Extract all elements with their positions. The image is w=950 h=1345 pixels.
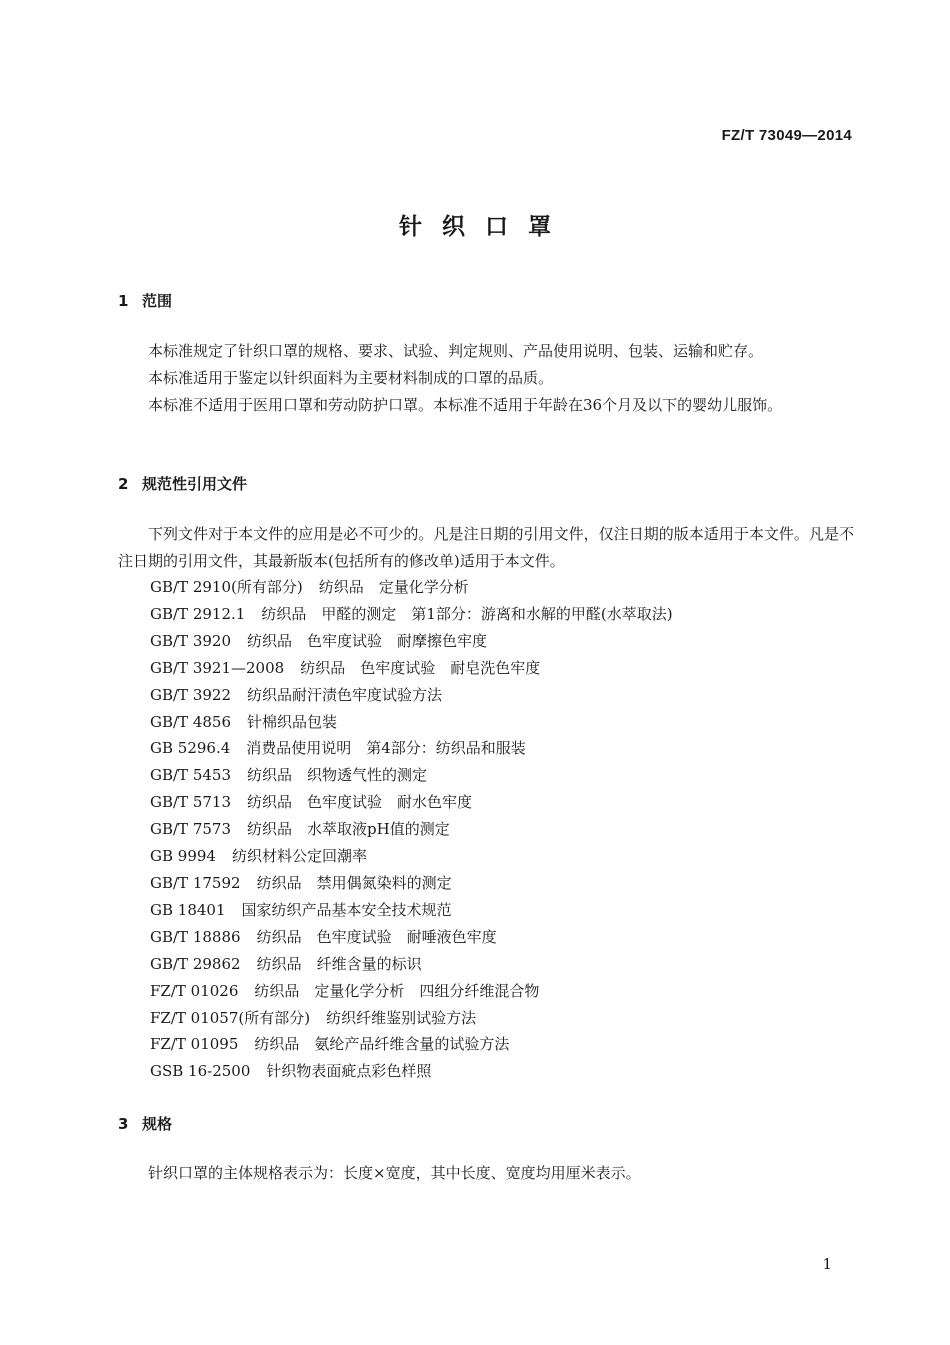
standard-code: FZ/T 73049—2014 (721, 127, 852, 144)
section-2-heading (118, 473, 247, 494)
section-number: 3 (118, 1115, 129, 1133)
specification-paragraph: 针织口罩的主体规格表示为：长度×宽度，其中长度、宽度均用厘米表示。 (148, 1164, 641, 1182)
reference-code: FZ/T 01026 (150, 981, 239, 1000)
page-number: 1 (822, 1255, 832, 1273)
reference-title: 纺织品耐汗渍色牢度试验方法 (247, 685, 443, 704)
reference-code: GB/T 29862 (150, 954, 241, 973)
reference-title: 纺织品 定量化学分析 四组分纤维混合物 (254, 981, 540, 1000)
section-3-heading (118, 1113, 172, 1134)
reference-title: 纺织品 禁用偶氮染料的测定 (256, 873, 452, 892)
reference-item (150, 601, 673, 628)
reference-title: 纺织品 纤维含量的标识 (256, 954, 422, 973)
reference-item (150, 978, 673, 1005)
section-number: 1 (118, 292, 129, 310)
reference-title: 纺织品 色牢度试验 耐皂洗色牢度 (300, 658, 541, 677)
section-1-heading (118, 290, 172, 311)
reference-item (150, 735, 673, 762)
reference-item (150, 709, 673, 736)
reference-code: GB 9994 (150, 847, 216, 866)
reference-code: FZ/T 01057(所有部分) (150, 1008, 311, 1027)
reference-item (150, 897, 673, 924)
reference-title: 纺织品 甲醛的测定 第1部分：游离和水解的甲醛(水萃取法) (261, 604, 673, 623)
section-number: 2 (118, 475, 129, 493)
reference-code: FZ/T 01095 (150, 1035, 239, 1054)
reference-item (150, 816, 673, 843)
reference-item (150, 1005, 673, 1032)
reference-title: 纺织品 色牢度试验 耐唾液色牢度 (256, 927, 497, 946)
reference-code: GB/T 5713 (150, 793, 232, 812)
reference-code: GB/T 3921—2008 (150, 658, 285, 677)
reference-title: 纺织纤维鉴别试验方法 (326, 1008, 477, 1027)
reference-item (150, 682, 673, 709)
reference-code: GB/T 7573 (150, 820, 232, 839)
reference-title: 国家纺织产品基本安全技术规范 (241, 900, 452, 919)
reference-item (150, 574, 673, 601)
reference-code: GB/T 2912.1 (150, 604, 246, 623)
reference-code: GB/T 3922 (150, 685, 232, 704)
reference-code: GB/T 3920 (150, 631, 232, 650)
reference-code: GSB 16-2500 (150, 1062, 251, 1081)
reference-item (150, 843, 673, 870)
reference-title: 纺织品 氨纶产品纤维含量的试验方法 (254, 1035, 510, 1054)
reference-title: 纺织品 定量化学分析 (318, 578, 469, 596)
reference-item (150, 789, 673, 816)
reference-code: GB 5296.4 (150, 739, 231, 758)
reference-title: 纺织品 色牢度试验 耐摩擦色牢度 (247, 631, 488, 650)
reference-code: GB/T 18886 (150, 927, 241, 946)
section-title: 规格 (142, 1115, 173, 1133)
reference-title: 纺织品 色牢度试验 耐水色牢度 (247, 793, 473, 812)
section-title: 范围 (142, 292, 173, 310)
reference-code: GB/T 17592 (150, 873, 241, 892)
scope-paragraph-3: 本标准不适用于医用口罩和劳动防护口罩。本标准不适用于年龄在36个月及以下的婴幼儿服饰。 (148, 396, 783, 414)
section-title: 规范性引用文件 (142, 475, 248, 493)
reference-code: GB/T 5453 (150, 766, 232, 785)
reference-title: 针织物表面疵点彩色样照 (266, 1062, 432, 1081)
reference-item (150, 870, 673, 897)
reference-item (150, 924, 673, 951)
document-title: 针织口罩 (399, 214, 571, 240)
reference-title: 消费品使用说明 第4部分：纺织品和服装 (246, 739, 526, 758)
reference-code: GB/T 2910(所有部分) (150, 578, 303, 596)
reference-item (150, 951, 673, 978)
reference-code: GB/T 4856 (150, 712, 232, 731)
reference-item (150, 762, 673, 789)
reference-item (150, 1058, 673, 1085)
reference-item (150, 1031, 673, 1058)
references-intro-paragraph: 下列文件对于本文件的应用是必不可少的。凡是注日期的引用文件，仅注日期的版本适用于本文件。凡是不注日期的引用文件，其最新版本(包括所有的修改单)适用于本文件。 (118, 525, 854, 570)
reference-title: 纺织品 水萃取液pH值的测定 (247, 820, 450, 839)
reference-item (150, 628, 673, 655)
reference-list (150, 574, 673, 1085)
reference-title: 针棉织品包装 (247, 712, 338, 731)
reference-title: 纺织材料公定回潮率 (231, 847, 367, 866)
reference-title: 纺织品 织物透气性的测定 (247, 766, 428, 785)
scope-paragraph-1: 本标准规定了针织口罩的规格、要求、试验、判定规则、产品使用说明、包装、运输和贮存。 (148, 342, 764, 360)
reference-item (150, 655, 673, 682)
reference-code: GB 18401 (150, 900, 226, 919)
scope-paragraph-2: 本标准适用于鉴定以针织面料为主要材料制成的口罩的品质。 (148, 369, 554, 387)
